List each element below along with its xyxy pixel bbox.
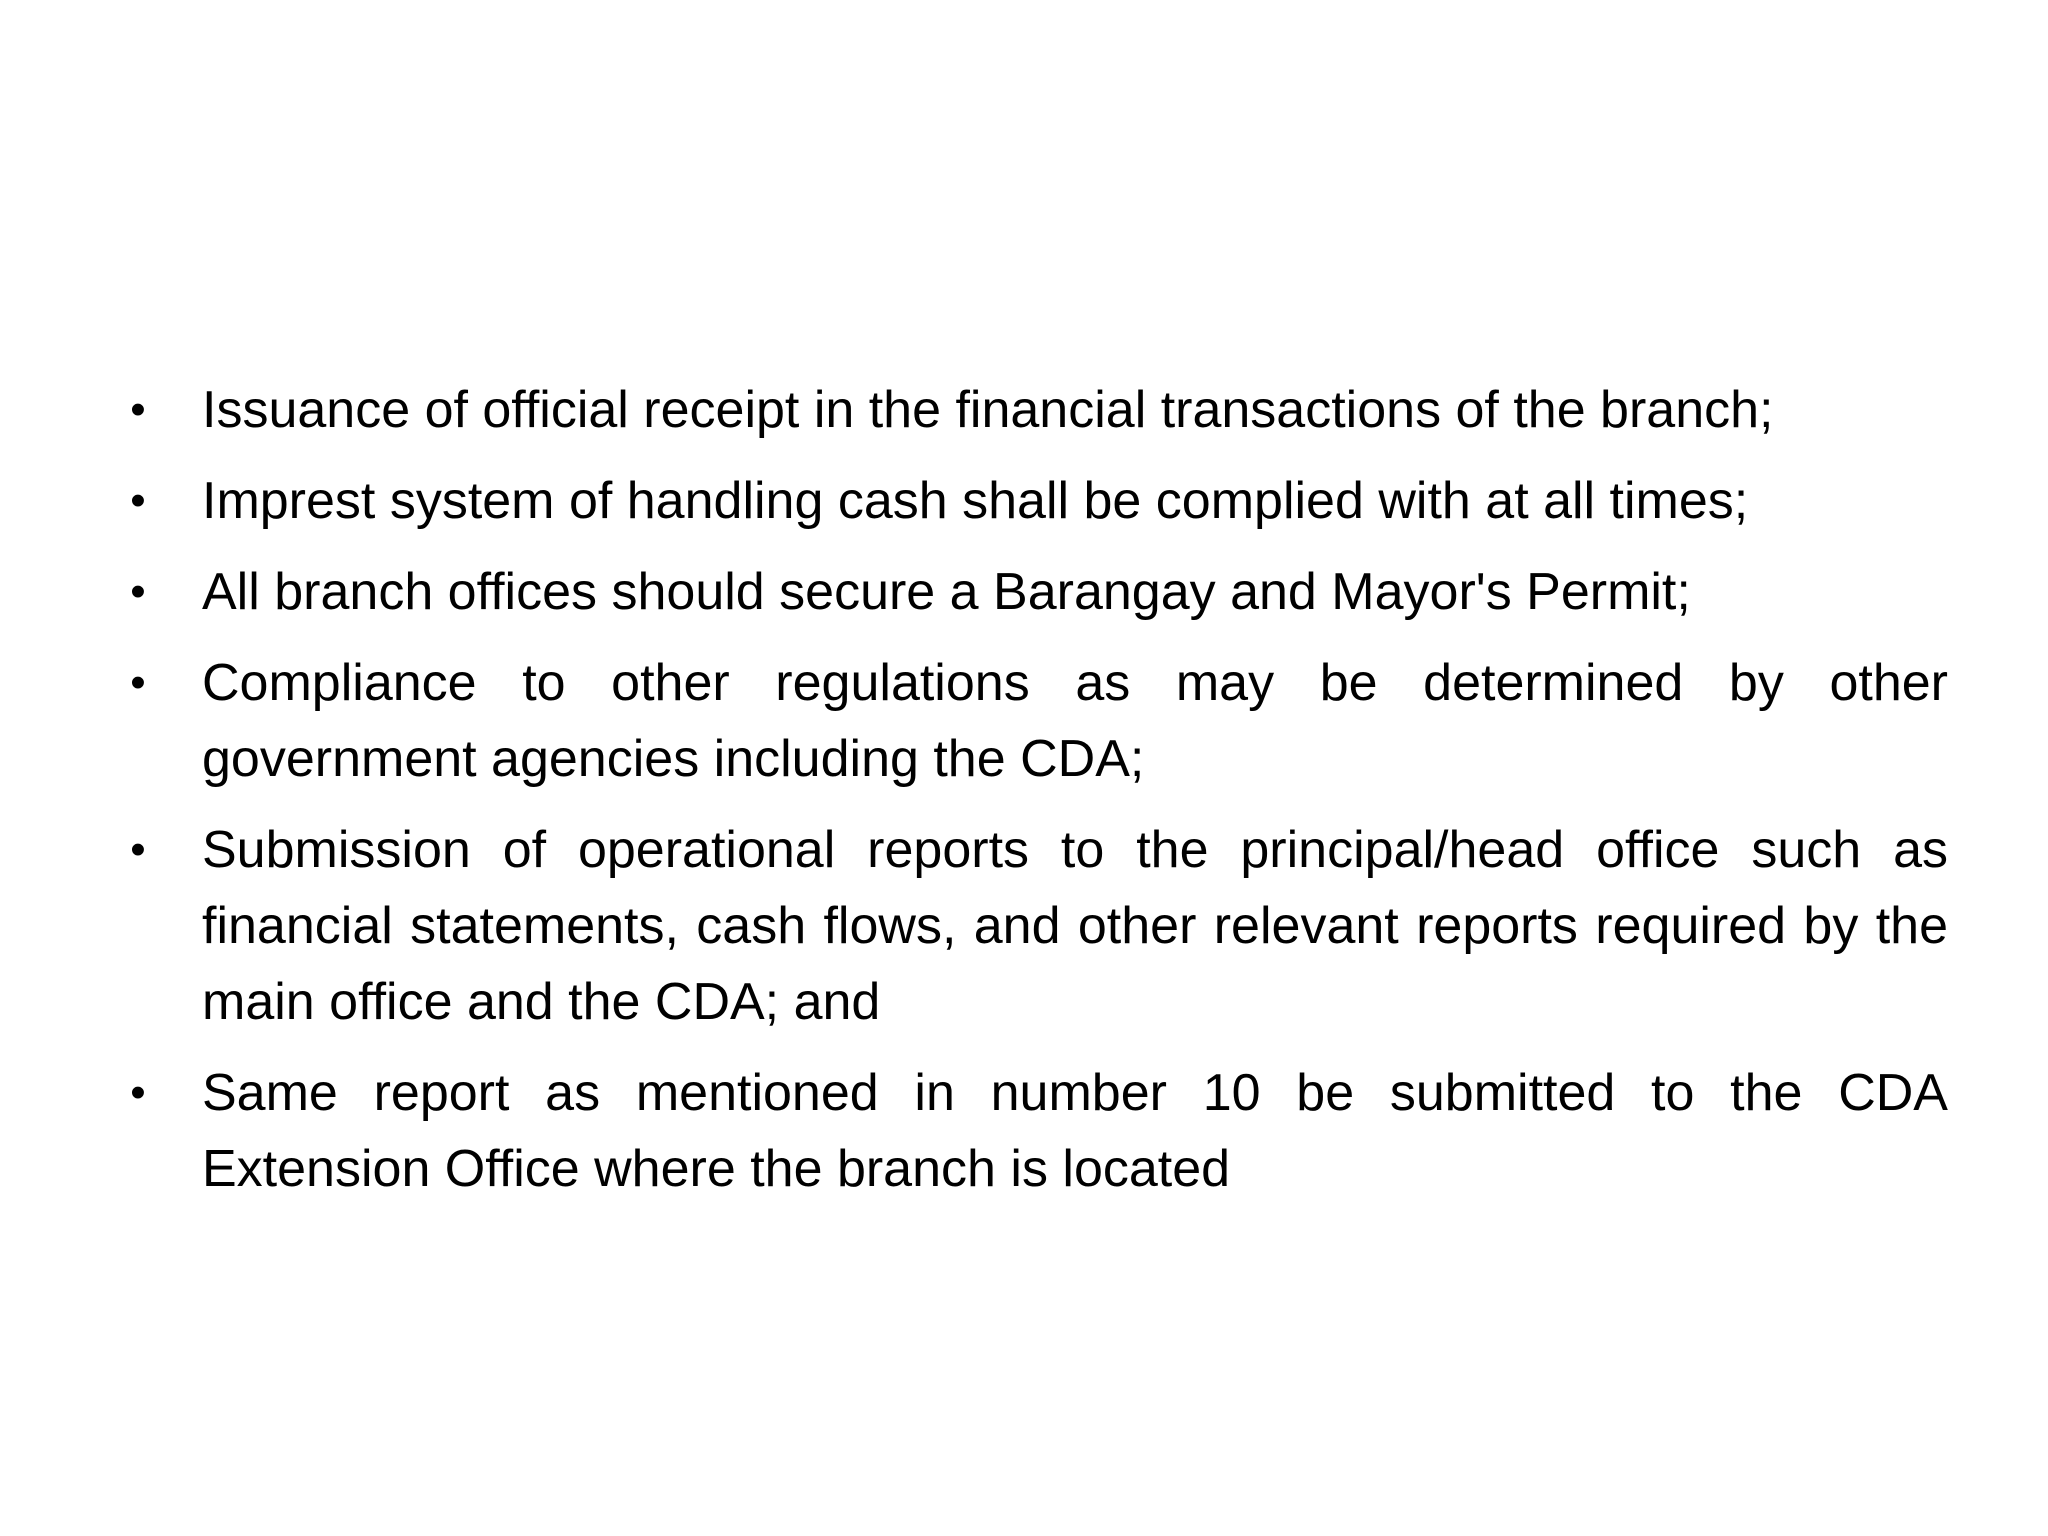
bullet-text-permits: All branch offices should secure a Barangay and Mayor's Permit; — [202, 563, 1691, 621]
bullet-item-5 — [120, 812, 1948, 1040]
bullet-item-4 — [120, 645, 1948, 797]
bullet-text-extension-office-report: Same report as mentioned in number 10 be submitted to the CDA Extension Office where the branch is located — [202, 1064, 1948, 1198]
bullet-item-6 — [120, 1055, 1948, 1207]
bullet-dot-icon: • — [130, 825, 146, 874]
bullet-dot-icon: • — [130, 1068, 146, 1117]
bullet-text-official-receipt: Issuance of official receipt in the financial transactions of the branch; — [202, 381, 1774, 439]
bullet-list — [120, 372, 1948, 1222]
bullet-item-2 — [120, 463, 1948, 539]
bullet-dot-icon: • — [130, 385, 146, 434]
bullet-dot-icon: • — [130, 658, 146, 707]
bullet-text-compliance: Compliance to other regulations as may be determined by other government agencies including the CDA; — [202, 654, 1948, 788]
bullet-item-1 — [120, 372, 1948, 448]
bullet-dot-icon: • — [130, 476, 146, 525]
bullet-dot-icon: • — [130, 567, 146, 616]
bullet-text-operational-reports: Submission of operational reports to the principal/head office such as financial statements, cash flows, and other relevant reports required by the main office and the CDA; and — [202, 821, 1948, 1031]
bullet-text-imprest-system: Imprest system of handling cash shall be complied with at all times; — [202, 472, 1749, 530]
bullet-item-3 — [120, 554, 1948, 630]
